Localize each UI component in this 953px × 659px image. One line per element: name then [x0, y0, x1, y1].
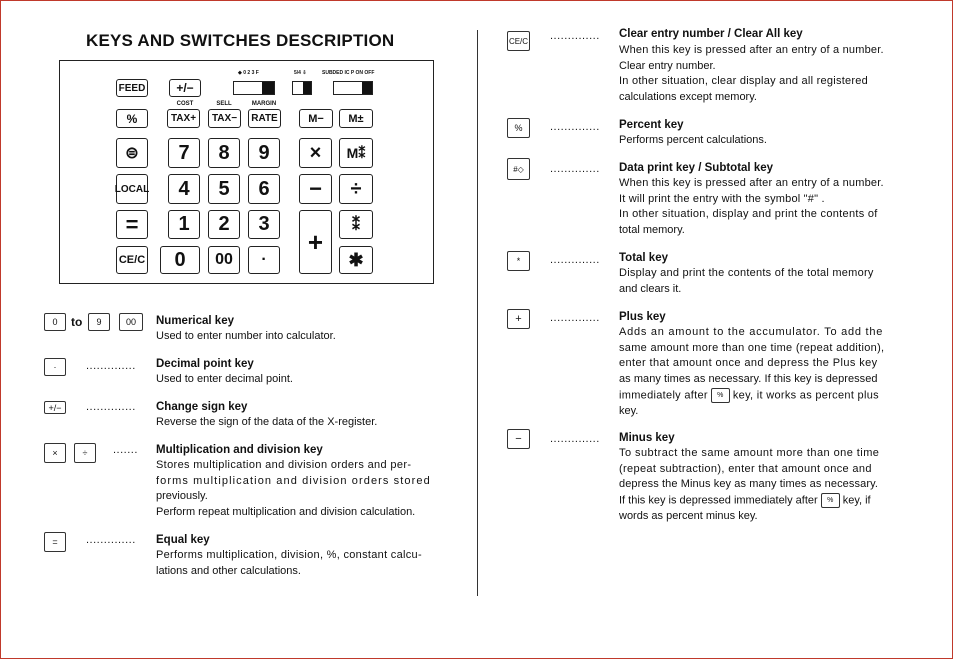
multiply-key[interactable]: × — [299, 138, 332, 168]
equal-key-heading: Equal key — [156, 534, 210, 546]
mini-key-multiply: × — [44, 443, 66, 463]
mini-key-plus: + — [507, 309, 530, 329]
key-00[interactable]: 00 — [208, 246, 240, 274]
inline-percent-key: % — [711, 388, 730, 403]
rounding-switch[interactable] — [292, 81, 312, 95]
mini-key-clear-entry: CE/C — [507, 31, 530, 51]
keyboard-panel — [59, 60, 434, 284]
key-5[interactable]: 5 — [208, 174, 240, 204]
key-9[interactable]: 9 — [248, 138, 280, 168]
subtotal-key-desc: When this key is pressed after an entry of a number. It will print the entry with the symbol "#" . In other situation, display and print the contents of total memory. — [619, 177, 884, 237]
clear-key-desc: When this key is pressed after an entry of a number. Clear entry number. In other situation, clear display and all registered calculations except memory. — [619, 44, 884, 104]
percent-key-desc: Performs percent calculations. — [619, 134, 767, 146]
cost-label: COST — [176, 101, 194, 107]
decimal-switch[interactable] — [233, 81, 275, 95]
mini-key-0: 0 — [44, 313, 66, 331]
mini-key-equal: = — [44, 532, 66, 552]
mini-key-minus: − — [507, 429, 530, 449]
feed-key[interactable]: FEED — [116, 79, 148, 97]
plus-key-desc: Adds an amount to the accumulator. To add the same amount more than one time (repeat addition), enter that amount once and depress the Plus key as many times as necessary. If this key is depressed immediately after % key, it works as percent plus key. — [619, 326, 885, 417]
rate-key[interactable]: RATE — [248, 109, 281, 128]
decimal-key-desc: Used to enter decimal point. — [156, 373, 293, 385]
memory-total-key[interactable]: M⁑ — [339, 138, 373, 168]
equal-key-desc: Performs multiplication, division, %, constant calcu- lations and other calculations. — [156, 549, 422, 577]
leader-dots: ....... — [113, 444, 138, 456]
mini-key-9: 9 — [88, 313, 110, 331]
percent-key[interactable]: % — [116, 109, 148, 128]
minus-key-desc: To subtract the same amount more than one time (repeat subtraction), enter that amount once and depress the Minus key as many times as necessary. If this key is depressed immediately after % key, if words as percent minus key. — [619, 447, 880, 523]
numerical-key-heading: Numerical key — [156, 315, 234, 327]
mult-div-desc: Stores multiplication and division orders and per- forms multiplication and division orders stored previously. Perform repeat multiplication and division calculation. — [156, 459, 431, 519]
key-2[interactable]: 2 — [208, 210, 240, 239]
mini-key-decimal: · — [44, 358, 66, 376]
to-label: to — [71, 315, 83, 329]
key-1[interactable]: 1 — [168, 210, 200, 239]
change-sign-desc: Reverse the sign of the data of the X-register. — [156, 416, 378, 428]
key-3[interactable]: 3 — [248, 210, 280, 239]
rounding-switch-label: 5/4 ⇩ — [294, 70, 307, 76]
plus-key[interactable]: + — [299, 210, 332, 274]
minus-key[interactable]: − — [299, 174, 332, 204]
sell-label: SELL — [216, 101, 232, 107]
mode-switch-label: SUBDED IC P ON OFF — [322, 70, 375, 76]
change-sign-heading: Change sign key — [156, 401, 248, 413]
leader-dots: .............. — [86, 401, 136, 413]
memory-plus-minus-key[interactable]: M± — [339, 109, 373, 128]
mini-key-total: * — [507, 251, 530, 271]
leader-dots: .............. — [550, 121, 600, 133]
key-0[interactable]: 0 — [160, 246, 200, 274]
leader-dots: .............. — [550, 163, 600, 175]
column-divider — [477, 30, 478, 596]
inline-percent-key: % — [821, 493, 840, 508]
leader-dots: .............. — [86, 534, 136, 546]
leader-dots: .............. — [550, 254, 600, 266]
subtotal-key-heading: Data print key / Subtotal key — [619, 162, 774, 174]
tax-minus-key[interactable]: TAX− — [208, 109, 241, 128]
decimal-key-heading: Decimal point key — [156, 358, 254, 370]
mini-key-change-sign: +/− — [44, 401, 66, 414]
local-key[interactable]: LOCAL — [116, 174, 148, 204]
mini-key-percent: % — [507, 118, 530, 138]
mini-key-subtotal: #◇ — [507, 158, 530, 180]
leader-dots: .............. — [550, 30, 600, 42]
page-title: KEYS AND SWITCHES DESCRIPTION — [86, 31, 395, 50]
key-4[interactable]: 4 — [168, 174, 200, 204]
divide-key[interactable]: ÷ — [339, 174, 373, 204]
clear-entry-key[interactable]: CE/C — [116, 246, 148, 274]
total-key-desc: Display and print the contents of the total memory and clears it. — [619, 267, 874, 295]
leader-dots: .............. — [550, 312, 600, 324]
minus-key-heading: Minus key — [619, 432, 675, 444]
key-7[interactable]: 7 — [168, 138, 200, 168]
mini-key-00: 00 — [119, 313, 143, 331]
decimal-switch-label: ◆ 0 2 3 F — [238, 70, 259, 76]
paper-roll-key[interactable]: ⊜ — [116, 138, 148, 168]
total-key[interactable]: ✱ — [339, 246, 373, 274]
decimal-point-key[interactable]: · — [248, 246, 280, 274]
numerical-key-desc: Used to enter number into calculator. — [156, 330, 336, 342]
tax-plus-key[interactable]: TAX+ — [167, 109, 200, 128]
change-sign-key[interactable]: +/− — [169, 79, 201, 97]
mini-key-divide: ÷ — [74, 443, 96, 463]
mult-div-heading: Multiplication and division key — [156, 444, 323, 456]
leader-dots: .............. — [86, 360, 136, 372]
plus-key-heading: Plus key — [619, 311, 666, 323]
equal-key[interactable]: = — [116, 210, 148, 239]
margin-label: MARGIN — [251, 101, 277, 107]
mode-switch[interactable] — [333, 81, 373, 95]
key-6[interactable]: 6 — [248, 174, 280, 204]
subtotal-key[interactable]: ⁑ — [339, 210, 373, 239]
key-8[interactable]: 8 — [208, 138, 240, 168]
memory-minus-key[interactable]: M− — [299, 109, 333, 128]
clear-key-heading: Clear entry number / Clear All key — [619, 28, 803, 40]
total-key-heading: Total key — [619, 252, 668, 264]
percent-key-heading: Percent key — [619, 119, 684, 131]
leader-dots: .............. — [550, 433, 600, 445]
